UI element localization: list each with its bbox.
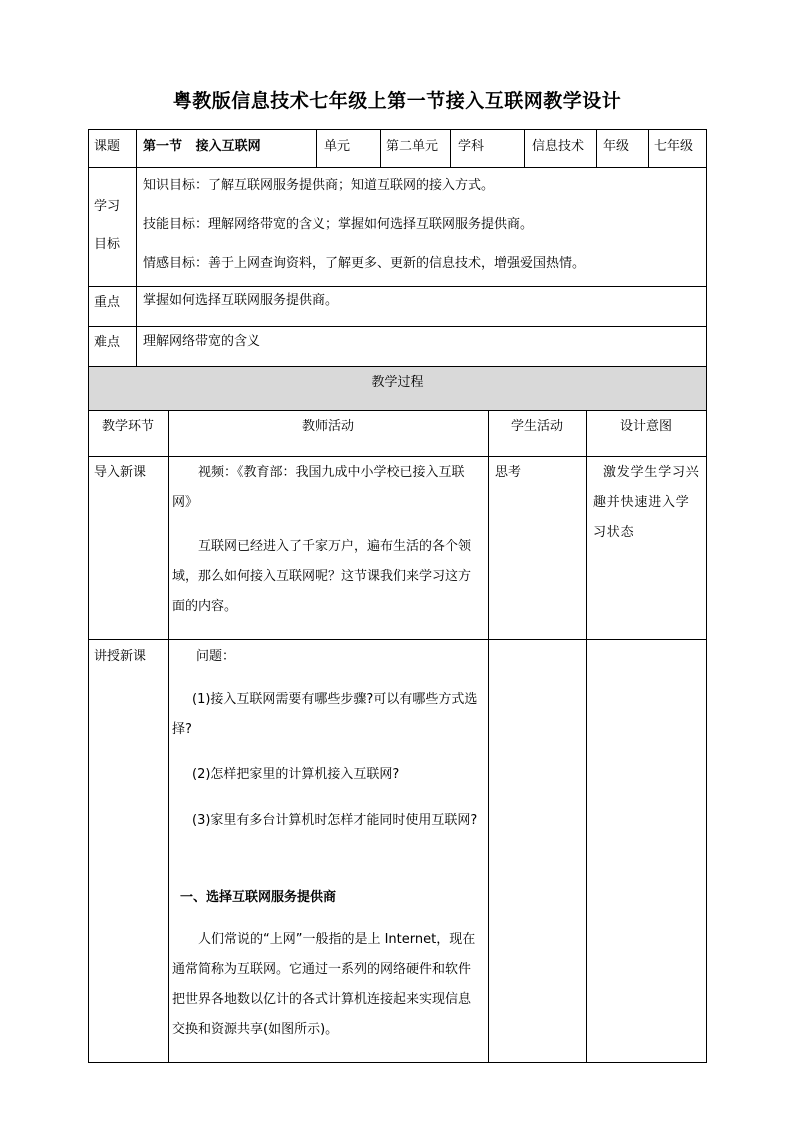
grade-value: 七年级 [654, 139, 694, 154]
unit-label: 单元 [324, 139, 351, 154]
col-intent: 设计意图 [619, 419, 672, 434]
lesson-plan-table [88, 129, 707, 1063]
difficulty-label: 难点 [94, 335, 121, 350]
table-line [586, 410, 587, 1063]
difficulty-value: 理解网络带宽的含义 [143, 334, 261, 349]
table-line [88, 129, 707, 130]
page-title: 粤教版信息技术七年级上第一节接入互联网教学设计 [172, 90, 622, 112]
table-line [450, 129, 451, 167]
subject-value: 信息技术 [532, 139, 585, 154]
table-line [88, 326, 707, 327]
objective-emotion: 情感目标：善于上网查询资料，了解更多、更新的信息技术，增强爱国热情。 [143, 256, 586, 271]
table-line [488, 410, 489, 1063]
subject-label: 学科 [458, 139, 485, 154]
key-point-label: 重点 [94, 295, 121, 310]
table-line [136, 167, 137, 366]
objective-skill: 技能目标：理解网络带宽的含义；掌握如何选择互联网服务提供商。 [143, 217, 534, 232]
unit-value: 第二单元 [386, 139, 439, 154]
process-header: 教学过程 [371, 375, 424, 390]
intro-teacher-p2: 互联网已经进入了千家万户，遍布生活的各个领域，那么如何接入互联网呢？这节课我们来学习这方面的内容。 [172, 539, 472, 614]
lesson-label: 课题 [94, 139, 121, 154]
table-line [706, 129, 707, 1063]
objectives-label-line2: 目标 [94, 237, 121, 252]
table-line [88, 286, 707, 287]
intro-stage: 导入新课 [94, 465, 147, 480]
table-line [88, 129, 89, 1063]
table-line [524, 129, 525, 167]
intro-teacher-p1: 视频：《教育部：我国九成中小学校已接入互联网》 [172, 465, 465, 510]
table-line [168, 410, 169, 1063]
table-line [648, 129, 649, 167]
col-stage: 教学环节 [101, 419, 154, 434]
table-line [136, 129, 137, 167]
objectives-label-line1: 学习 [94, 199, 121, 214]
table-line [380, 129, 381, 167]
table-line [88, 410, 707, 411]
teach-question-1: (1)接入互联网需要有哪些步骤?可以有哪些方式选择? [172, 692, 478, 737]
table-line [88, 1062, 707, 1063]
intro-intent: 激发学生学习兴趣并快速进入学习状态 [593, 465, 700, 540]
col-student: 学生活动 [510, 419, 563, 434]
teach-question-title: 问题： [196, 649, 236, 664]
col-teacher: 教师活动 [301, 419, 354, 434]
table-line [596, 129, 597, 167]
teach-section-heading: 一、选择互联网服务提供商 [180, 890, 337, 905]
table-line [88, 456, 707, 457]
teach-question-3: (3)家里有多台计算机时怎样才能同时使用互联网? [192, 813, 478, 828]
objective-knowledge: 知识目标：了解互联网服务提供商；知道互联网的接入方式。 [143, 178, 495, 193]
table-line [316, 129, 317, 167]
table-line [88, 366, 707, 367]
grade-label: 年级 [603, 139, 630, 154]
lesson-value: 第一节 接入互联网 [143, 139, 261, 154]
key-point-value: 掌握如何选择互联网服务提供商。 [143, 293, 339, 308]
table-line [88, 639, 707, 640]
teach-stage: 讲授新课 [94, 649, 147, 664]
table-line [88, 167, 707, 168]
teach-paragraph: 人们常说的“上网”一般指的是上 Internet，现在通常简称为互联网。它通过一系列的网络硬件和软件把世界各地数以亿计的各式计算机连接起来实现信息交换和资源共享(如图所示)。 [172, 932, 476, 1037]
intro-student: 思考 [495, 465, 522, 480]
teach-question-2: (2)怎样把家里的计算机接入互联网? [192, 767, 400, 782]
